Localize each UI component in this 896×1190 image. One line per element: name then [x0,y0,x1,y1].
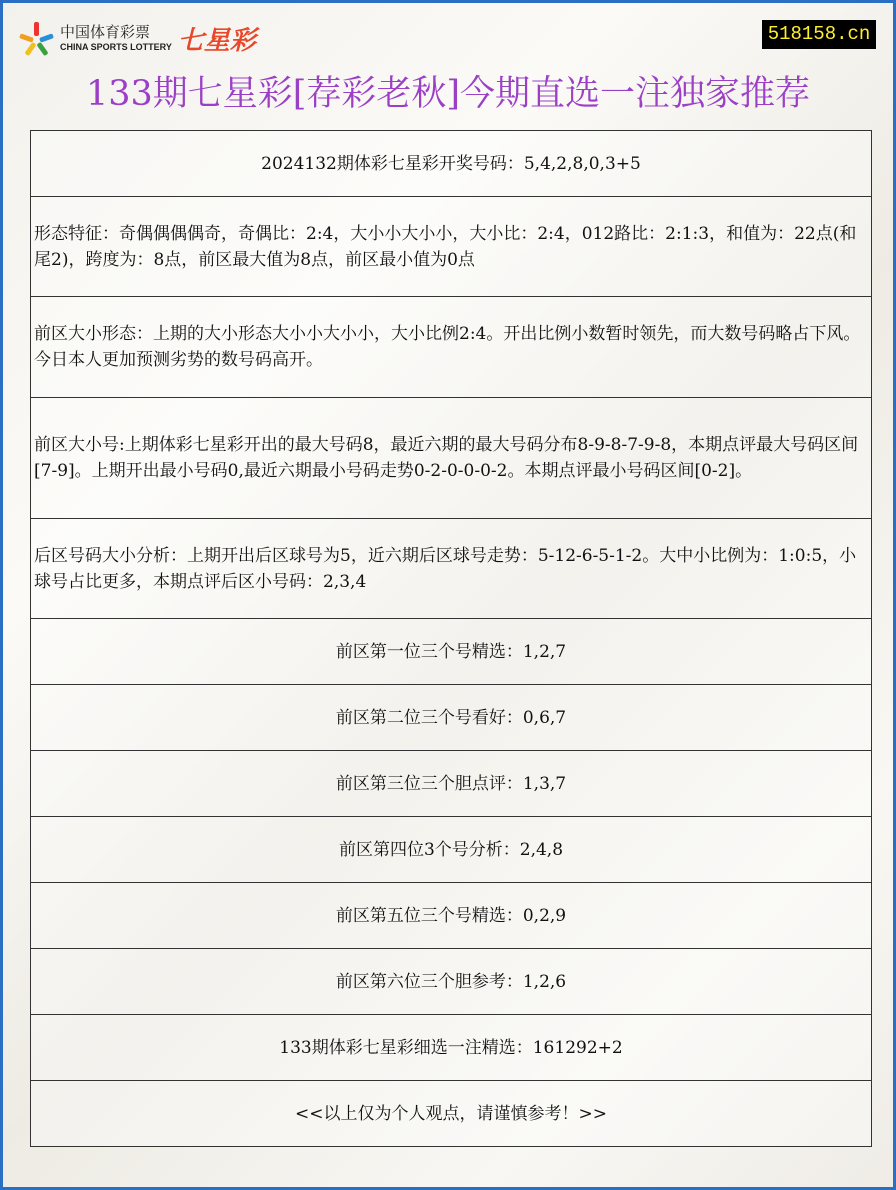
table-row [31,817,872,883]
row-text: <<以上仅为个人观点，请谨慎参考！>> [31,1081,872,1147]
table-row [31,1081,872,1147]
row-text: 形态特征：奇偶偶偶偶奇，奇偶比：2:4，大小小大小小，大小比：2:4，012路比：2:1:3，和值为：22点(和尾2)，跨度为：8点，前区最大值为8点，前区最小值为0点 [31,197,872,297]
row-text: 前区第四位3个号分析：2,4,8 [31,817,872,883]
page-title: 133期七星彩[荐彩老秋]今期直选一注独家推荐 [85,74,811,114]
lottery-star-icon [20,22,54,56]
row-text: 2024132期体彩七星彩开奖号码：5,4,2,8,0,3+5 [31,131,872,197]
table-row [31,398,872,519]
site-badge[interactable]: 518158.cn [762,20,876,49]
table-row [31,883,872,949]
prediction-table [30,130,872,1147]
row-text: 后区号码大小分析：上期开出后区球号为5，近六期后区球号走势：5-12-6-5-1-2。大中小比例为：1:0:5，小球号占比更多，本期点评后区小号码：2,3,4 [31,519,872,619]
table-row [31,685,872,751]
row-text: 前区大小号:上期体彩七星彩开出的最大号码8，最近六期的最大号码分布8-9-8-7-9-8，本期点评最大号码区间[7-9]。上期开出最小号码0,最近六期最小号码走势0-2-0-0-0-2。本期点评最小号码区间[0-2]。 [31,398,872,519]
row-text: 前区第一位三个号精选：1,2,7 [31,619,872,685]
row-text: 前区大小形态：上期的大小形态大小小大小小，大小比例2:4。开出比例小数暂时领先，而大数号码略占下风。今日本人更加预测劣势的数号码高开。 [31,297,872,398]
table-row [31,519,872,619]
row-text: 前区第二位三个号看好：0,6,7 [31,685,872,751]
table-row [31,949,872,1015]
china-sports-lottery-logo [20,20,256,57]
logo-en-text: CHINA SPORTS LOTTERY [60,42,172,52]
logo-cn-text: 中国体育彩票 [60,23,151,41]
table-row [31,297,872,398]
table-row [31,197,872,297]
table-row [31,619,872,685]
row-text: 前区第三位三个胆点评：1,3,7 [31,751,872,817]
row-text: 133期体彩七星彩细选一注精选：161292+2 [31,1015,872,1081]
table-row [31,131,872,197]
qixingcai-logo-text: 七星彩 [177,26,256,56]
row-text: 前区第五位三个号精选：0,2,9 [31,883,872,949]
table-row [31,1015,872,1081]
row-text: 前区第六位三个胆参考：1,2,6 [31,949,872,1015]
table-row [31,751,872,817]
